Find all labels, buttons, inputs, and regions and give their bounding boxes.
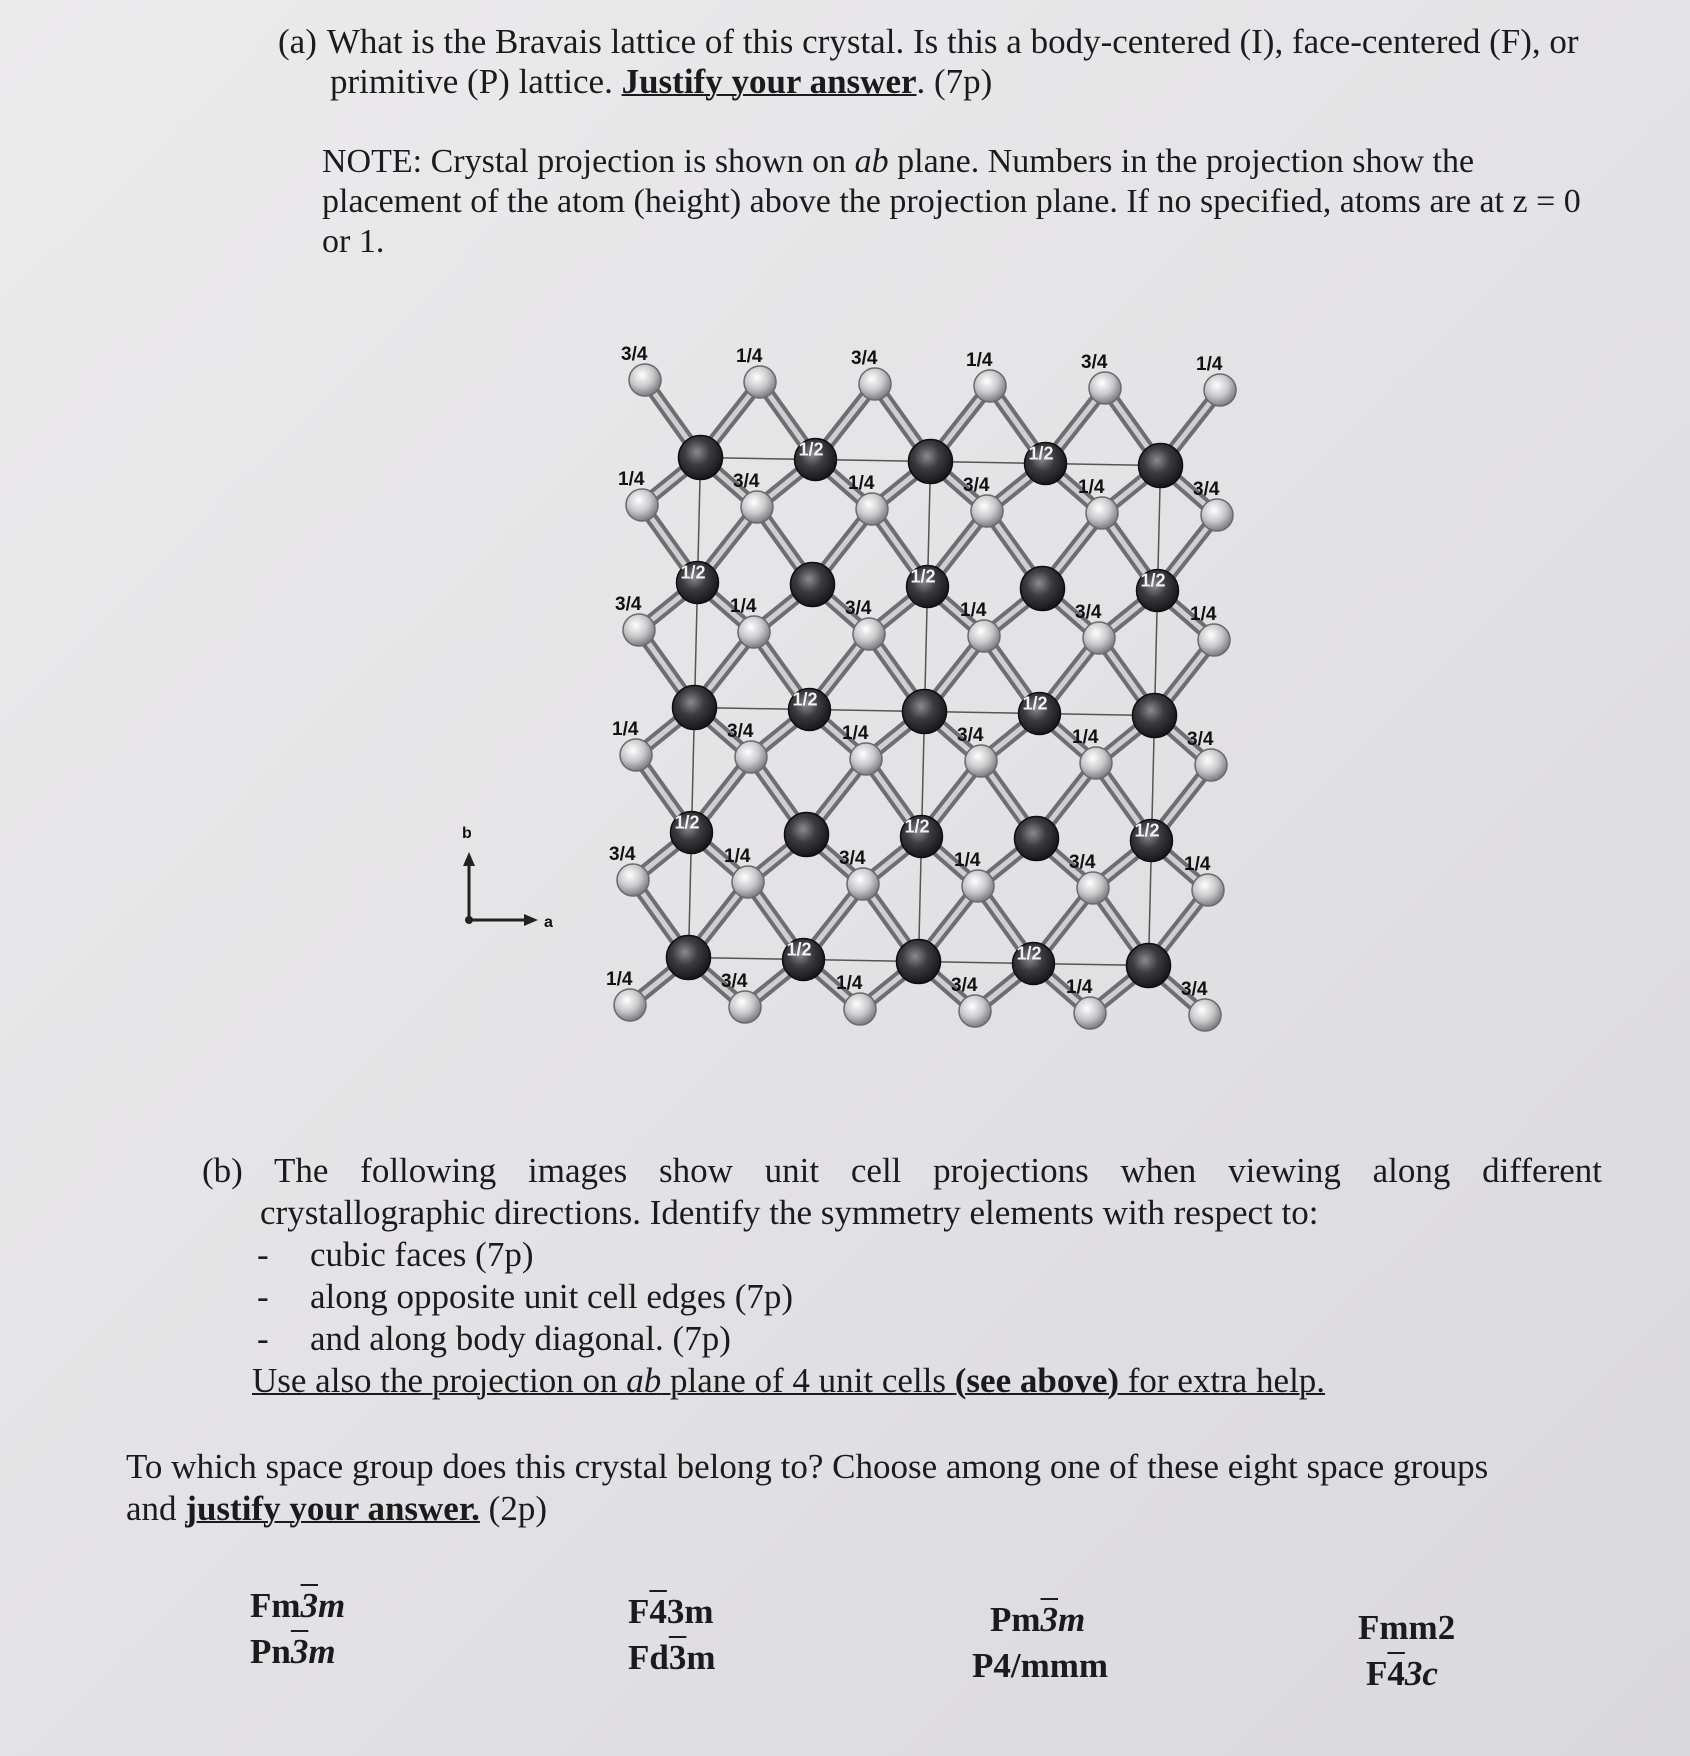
question-b-line1: The following images show unit cell projections when viewing along different <box>273 1151 1602 1190</box>
sg2-bar: 3 <box>290 1632 309 1671</box>
b-axis-arrowhead <box>463 852 475 866</box>
question-b-line2: crystallographic directions. Identify the symmetry elements with respect to: <box>260 1193 1319 1232</box>
light-atom <box>1201 499 1233 531</box>
light-atom <box>1192 874 1224 906</box>
atom-height-label: 1/4 <box>1066 977 1093 998</box>
extra-help-post: for extra help. <box>1119 1361 1326 1400</box>
light-atom <box>629 364 661 396</box>
light-atom <box>1198 624 1230 656</box>
question-a-line2-pre: primitive (P) lattice. <box>330 62 622 101</box>
light-atom <box>965 745 997 777</box>
light-atom <box>626 489 658 521</box>
a-axis-label: a <box>544 914 553 931</box>
atom-height-label: 1/4 <box>730 596 757 617</box>
space-group-option-4 <box>628 1636 716 1680</box>
atom-height-label: 1/4 <box>966 350 993 371</box>
crystal-projection-figure <box>440 330 1340 1070</box>
sg5-post: m <box>1058 1600 1086 1639</box>
bullet-dash-3: - <box>257 1319 269 1358</box>
light-atom <box>1083 622 1115 654</box>
question-a-label: (a) <box>278 22 317 61</box>
light-atom <box>1204 374 1236 406</box>
atom-height-label: 1/4 <box>1184 854 1211 875</box>
light-atom <box>729 991 761 1023</box>
sg5-bar: 3 <box>1040 1600 1059 1639</box>
sg5-pre: Pm <box>990 1600 1041 1639</box>
half-height-label: 1/2 <box>1022 693 1048 714</box>
bullet-cubic-faces <box>202 1234 1602 1276</box>
space-group-option-2 <box>250 1630 336 1674</box>
half-height-label: 1/2 <box>904 816 930 837</box>
space-group-option-1 <box>250 1584 345 1628</box>
half-height-label: 1/2 <box>798 439 824 460</box>
sg2-post: m <box>308 1632 336 1671</box>
question-a-line1: What is the Bravais lattice of this crystal. Is this a body-centered (I), face-centered (F), or <box>326 22 1579 61</box>
light-atom <box>850 743 882 775</box>
atom-height-label: 1/4 <box>954 850 981 871</box>
sg3-pre: F <box>628 1592 650 1631</box>
sg8-post: 3c <box>1404 1654 1438 1693</box>
sg4-pre: Fd <box>628 1638 669 1677</box>
light-atom <box>959 995 991 1027</box>
corner-atom <box>1139 444 1183 488</box>
question-space-group <box>126 1446 1592 1530</box>
light-atom <box>1086 497 1118 529</box>
question-b <box>202 1150 1602 1402</box>
atom-height-label: 3/4 <box>1081 352 1108 373</box>
atom-height-label: 3/4 <box>1069 852 1096 873</box>
light-atom <box>968 620 1000 652</box>
sg6-text: P4/mmm <box>972 1646 1109 1685</box>
space-group-option-6 <box>972 1644 1108 1688</box>
light-atom <box>859 368 891 400</box>
bullet-text-2: along opposite unit cell edges (7p) <box>310 1277 794 1316</box>
corner-atom <box>909 440 953 484</box>
corner-atom <box>667 936 711 980</box>
bullet-dash-1: - <box>257 1235 269 1274</box>
light-atom <box>617 864 649 896</box>
corner-atom <box>785 813 829 857</box>
bullet-dash-2: - <box>257 1277 269 1316</box>
note-text-post: plane. Numbers in the projection show the placement of the atom (height) above the projection plane. If no specified, atoms are at z = 0 or 1. <box>322 143 1581 260</box>
light-atom <box>614 989 646 1021</box>
bullet-text-1: cubic faces (7p) <box>310 1235 534 1274</box>
atom-height-label: 3/4 <box>721 971 748 992</box>
light-atom <box>623 614 655 646</box>
corner-atom <box>903 690 947 734</box>
corner-atom <box>1133 694 1177 738</box>
corner-atom <box>1015 817 1059 861</box>
half-height-label: 1/2 <box>680 562 706 583</box>
sg8-bar: 4 <box>1387 1654 1405 1693</box>
a-axis-arrowhead <box>524 914 538 926</box>
light-atom <box>741 491 773 523</box>
atom-height-label: 3/4 <box>839 848 866 869</box>
note-text-pre: NOTE: Crystal projection is shown on <box>322 143 855 180</box>
atom-height-label: 1/4 <box>1190 604 1217 625</box>
sg4-post: m <box>686 1638 716 1677</box>
light-atom <box>738 616 770 648</box>
atom-height-label: 1/4 <box>842 723 869 744</box>
question-a <box>278 22 1618 102</box>
light-atom <box>971 495 1003 527</box>
light-atom <box>856 493 888 525</box>
atom-height-label: 3/4 <box>727 721 754 742</box>
bullet-body-diagonal <box>202 1318 1602 1360</box>
half-height-label: 1/2 <box>792 689 818 710</box>
atom-height-label: 1/4 <box>848 473 875 494</box>
extra-help-pre: Use also the projection on <box>252 1361 627 1400</box>
atom-height-label: 3/4 <box>845 598 872 619</box>
half-height-label: 1/2 <box>1134 820 1160 841</box>
light-atom <box>1089 372 1121 404</box>
atom-height-label: 3/4 <box>1187 729 1214 750</box>
atom-height-label: 3/4 <box>1075 602 1102 623</box>
half-height-label: 1/2 <box>786 939 812 960</box>
atom-height-label: 1/4 <box>1196 354 1223 375</box>
atom-height-label: 1/4 <box>736 346 763 367</box>
question-c-line1: To which space group does this crystal belong to? Choose among one of these eight space groups <box>126 1447 1489 1486</box>
justify-answer-c: justify your answer. <box>185 1489 480 1528</box>
atom-height-label: 3/4 <box>615 594 642 615</box>
sg2-pre: Pn <box>250 1632 291 1671</box>
light-atom <box>974 370 1006 402</box>
sg1-post: m <box>318 1586 346 1625</box>
light-atom <box>735 741 767 773</box>
light-atom <box>1074 997 1106 1029</box>
atom-height-label: 3/4 <box>733 471 760 492</box>
question-c-line2-pre: and <box>126 1489 186 1528</box>
atom-height-label: 1/4 <box>606 969 633 990</box>
atom-height-label: 1/4 <box>618 469 645 490</box>
question-b-label: (b) <box>202 1151 243 1190</box>
corner-atom <box>673 686 717 730</box>
light-atom <box>1189 999 1221 1031</box>
corner-atom <box>897 940 941 984</box>
half-height-label: 1/2 <box>1140 570 1166 591</box>
half-height-label: 1/2 <box>910 566 936 587</box>
atom-height-label: 1/4 <box>1072 727 1099 748</box>
sg1-pre: Fm <box>250 1586 301 1625</box>
note-paragraph <box>322 142 1612 262</box>
sg1-bar: 3 <box>300 1586 319 1625</box>
atom-height-label: 3/4 <box>963 475 990 496</box>
light-atom <box>962 870 994 902</box>
half-height-label: 1/2 <box>1016 943 1042 964</box>
atom-height-label: 3/4 <box>1181 979 1208 1000</box>
corner-atom <box>1021 567 1065 611</box>
atom-height-label: 3/4 <box>951 975 978 996</box>
light-atom <box>620 739 652 771</box>
axis-origin <box>465 916 473 924</box>
light-atom <box>1077 872 1109 904</box>
extra-help-line <box>202 1361 1325 1400</box>
space-group-option-5 <box>990 1598 1085 1642</box>
question-a-points: . (7p) <box>916 62 993 101</box>
light-atom <box>1195 749 1227 781</box>
corner-atom <box>791 563 835 607</box>
justify-answer-a: Justify your answer <box>621 62 917 101</box>
sg3-bar: 4 <box>649 1592 667 1631</box>
light-atom <box>732 866 764 898</box>
atom-height-label: 1/4 <box>960 600 987 621</box>
atom-height-label: 1/4 <box>836 973 863 994</box>
light-atom <box>847 868 879 900</box>
extra-help-plane: ab <box>626 1361 662 1400</box>
half-height-label: 1/2 <box>674 812 700 833</box>
atom-height-label: 3/4 <box>851 348 878 369</box>
atom-height-label: 3/4 <box>609 844 636 865</box>
sg8-pre: F <box>1366 1654 1388 1693</box>
b-axis-label: b <box>462 825 472 842</box>
sg4-bar: 3 <box>668 1638 687 1677</box>
question-c-points: (2p) <box>479 1489 547 1528</box>
light-atom <box>744 366 776 398</box>
atom-height-label: 1/4 <box>612 719 639 740</box>
bullet-unit-cell-edges <box>202 1276 1602 1318</box>
space-group-option-3 <box>628 1590 714 1634</box>
atom-height-label: 3/4 <box>1193 479 1220 500</box>
sg7-text: Fmm2 <box>1358 1608 1456 1647</box>
space-group-option-8 <box>1366 1652 1438 1696</box>
atom-height-label: 1/4 <box>724 846 751 867</box>
bullet-text-3: and along body diagonal. (7p) <box>310 1319 731 1358</box>
space-group-option-7 <box>1358 1606 1455 1650</box>
atom-height-label: 3/4 <box>957 725 984 746</box>
corner-atom <box>1127 944 1171 988</box>
corner-atom <box>679 436 723 480</box>
half-height-label: 1/2 <box>1028 443 1054 464</box>
light-atom <box>1080 747 1112 779</box>
sg3-post: 3m <box>666 1592 714 1631</box>
axis-indicator <box>462 825 553 931</box>
atom-height-label: 3/4 <box>621 344 648 365</box>
light-atom <box>844 993 876 1025</box>
extra-help-bold: (see above) <box>954 1361 1120 1400</box>
atom-height-label: 1/4 <box>1078 477 1105 498</box>
extra-help-mid: plane of 4 unit cells <box>661 1361 955 1400</box>
note-plane: ab <box>854 143 889 180</box>
light-atom <box>853 618 885 650</box>
